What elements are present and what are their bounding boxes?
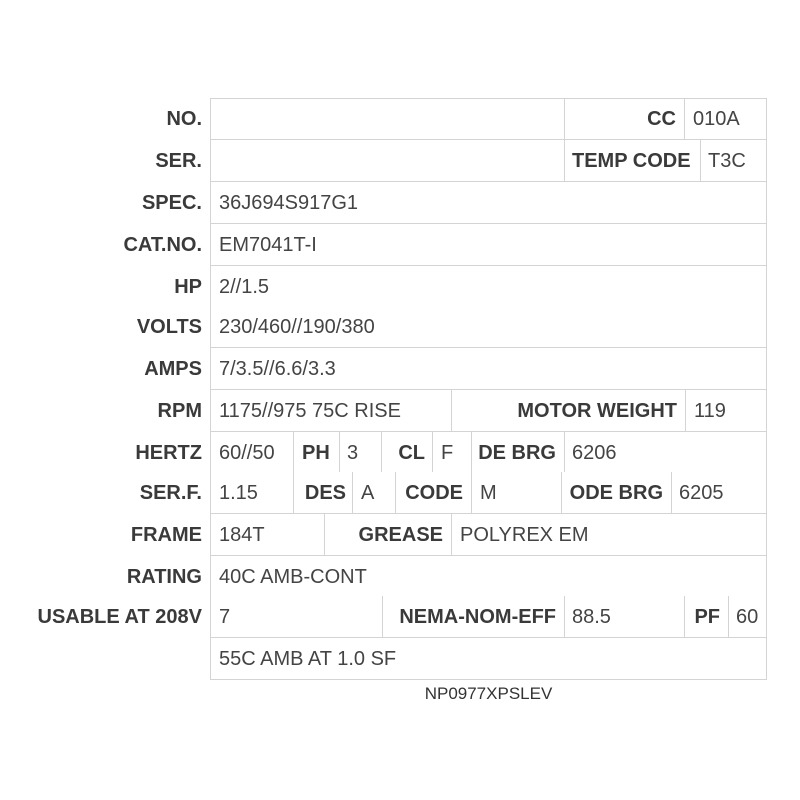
cc-label: CC	[647, 108, 676, 130]
cc-field	[684, 98, 767, 140]
label-frame: FRAME	[130, 524, 202, 546]
extra-field	[210, 638, 767, 680]
grease-value: POLYREX EM	[460, 524, 589, 546]
ser-field	[210, 140, 565, 182]
usable-value: 7	[219, 606, 231, 628]
no-field	[210, 98, 565, 140]
temp-code-label-cell	[564, 140, 701, 182]
label-spec: SPEC.	[141, 192, 202, 214]
rating-value: 40C AMB-CONT	[219, 566, 367, 588]
de-brg-value: 6206	[572, 442, 617, 464]
label-serf: SER.F.	[139, 482, 202, 504]
serf-value: 1.15	[219, 482, 258, 504]
grease-label-cell	[324, 514, 452, 556]
pf-field	[728, 596, 767, 638]
label-ser: SER.	[155, 150, 202, 172]
label-usable: USABLE AT 208V	[37, 606, 202, 628]
label-no: NO.	[166, 108, 202, 130]
label-rpm: RPM	[157, 400, 202, 422]
plate-footer-code: NP0977XPSLEV	[424, 684, 553, 703]
frame-field	[210, 514, 325, 556]
hp-value: 2//1.5	[219, 276, 270, 298]
code-label: CODE	[405, 482, 463, 504]
pf-label-cell	[684, 596, 729, 638]
nema-value: 88.5	[572, 606, 611, 628]
label-amps: AMPS	[144, 358, 202, 380]
de-brg-label: DE BRG	[478, 442, 556, 464]
nema-label: NEMA-NOM-EFF	[399, 606, 556, 628]
grease-field	[451, 514, 767, 556]
des-value: A	[361, 482, 375, 504]
hertz-value: 60//50	[219, 442, 275, 464]
hp-field	[210, 266, 767, 308]
cc-label-cell	[564, 98, 685, 140]
code-label-cell	[395, 472, 472, 514]
rpm-field	[210, 390, 452, 432]
ph-field	[339, 432, 382, 474]
rpm-value: 1175//975 75C RISE	[219, 400, 401, 422]
motor-weight-label: MOTOR WEIGHT	[517, 400, 677, 422]
ph-label-cell	[293, 432, 340, 474]
cat-no-value: EM7041T-I	[219, 234, 317, 256]
label-volts: VOLTS	[136, 316, 202, 338]
label-cat-no: CAT.NO.	[123, 234, 202, 256]
temp-code-label: TEMP CODE	[572, 150, 691, 172]
code-field	[471, 472, 562, 514]
motor-weight-field	[685, 390, 767, 432]
temp-code-field	[700, 140, 767, 182]
volts-field	[210, 306, 767, 348]
amps-value: 7/3.5//6.6/3.3	[219, 358, 336, 380]
motor-weight-value: 119	[694, 400, 726, 422]
spec-value: 36J694S917G1	[219, 192, 359, 214]
ph-label: PH	[302, 442, 330, 464]
amps-field	[210, 348, 767, 390]
serf-field	[210, 472, 294, 514]
nema-label-cell	[382, 596, 565, 638]
des-label-cell	[293, 472, 353, 514]
cc-value: 010A	[693, 108, 740, 130]
cl-value: F	[441, 442, 454, 464]
code-value: M	[480, 482, 497, 504]
pf-label: PF	[694, 606, 720, 628]
grease-label: GREASE	[358, 524, 443, 546]
cl-label: CL	[398, 442, 425, 464]
cat-no-field	[210, 224, 767, 266]
label-rating: RATING	[126, 566, 202, 588]
cl-field	[432, 432, 472, 474]
cl-label-cell	[381, 432, 433, 474]
frame-value: 184T	[219, 524, 265, 546]
ode-brg-value: 6205	[679, 482, 724, 504]
rating-field	[210, 556, 767, 598]
ode-brg-field	[671, 472, 767, 514]
ph-value: 3	[347, 442, 359, 464]
motor-weight-label-cell	[451, 390, 686, 432]
spec-field	[210, 182, 767, 224]
label-hertz: HERTZ	[135, 442, 202, 464]
usable-field	[210, 596, 383, 638]
nema-field	[564, 596, 685, 638]
extra-value: 55C AMB AT 1.0 SF	[219, 648, 397, 670]
ode-brg-label-cell	[561, 472, 672, 514]
hertz-field	[210, 432, 294, 474]
de-brg-field	[564, 432, 767, 474]
temp-code-value: T3C	[708, 150, 746, 172]
des-field	[352, 472, 396, 514]
ode-brg-label: ODE BRG	[569, 482, 663, 504]
label-hp: HP	[174, 276, 202, 298]
pf-value: 60	[736, 606, 759, 628]
des-label: DES	[304, 482, 346, 504]
de-brg-label-cell	[471, 432, 565, 474]
volts-value: 230/460//190/380	[219, 316, 375, 338]
